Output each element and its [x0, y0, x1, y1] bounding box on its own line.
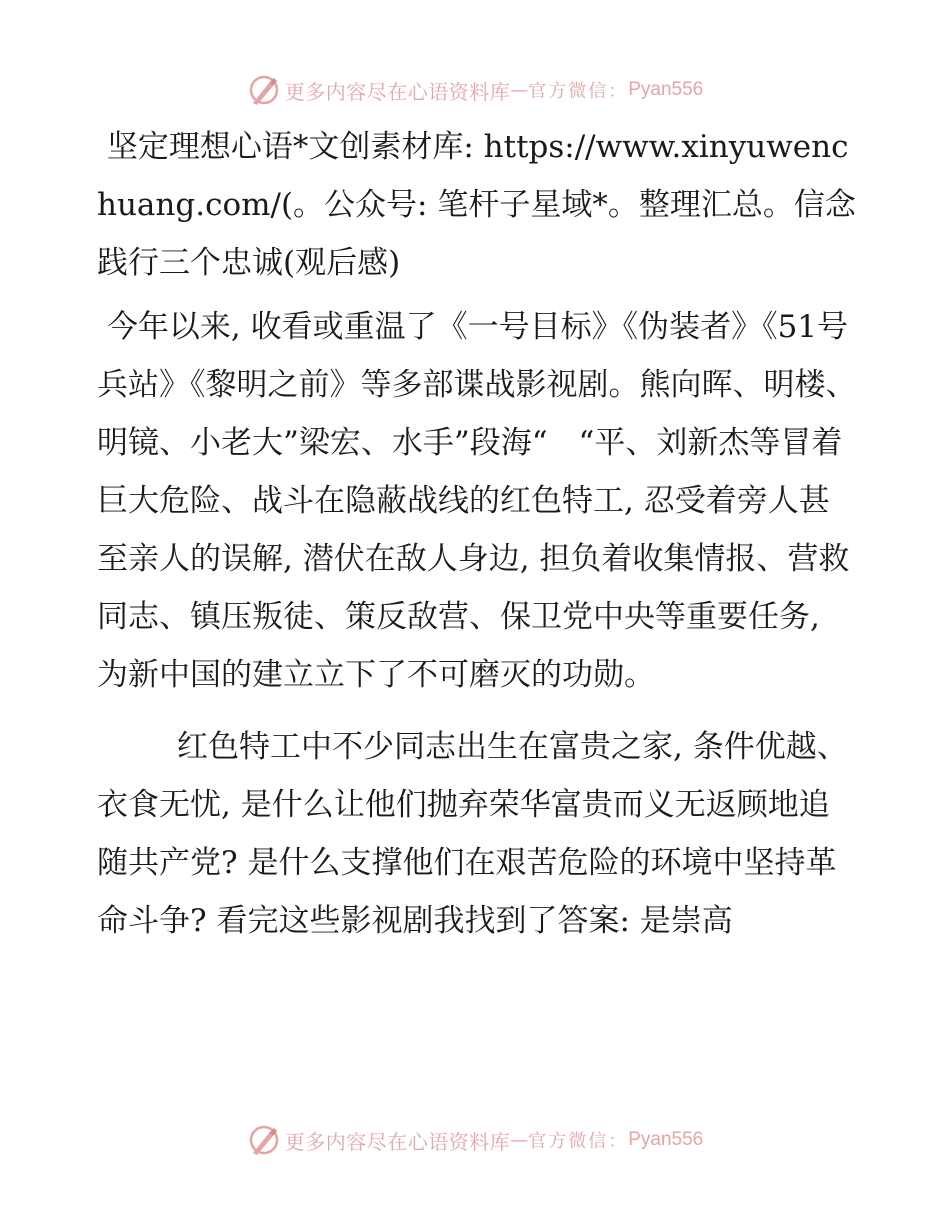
pen-logo-icon	[247, 73, 281, 107]
watermark-account-id: Pyan556	[628, 1129, 704, 1150]
pen-logo-icon	[247, 1123, 281, 1157]
watermark-wechat-label: 官方微信：	[528, 1131, 629, 1152]
intro-paragraph: 今年以来, 收看或重温了《一号目标》《伪装者》《51号兵站》《黎明之前》等多部谍战影视剧。熊向晖、明楼、明镜、小老大”梁宏、水手”段海“ “平、刘新杰等冒着巨大危险、战斗在隐蔽战线的红色特工, 忍受着旁人甚至亲人的误解, 潜伏在敌人身边, 担负着收集情报、营救同志、镇压叛徒、策反敌营、保卫党中央等重要任务, 为新中国的建立立下了不可磨灭的功勋。	[97, 309, 857, 693]
watermark-wechat-label: 官方微信：	[528, 81, 629, 102]
watermark-main-text: 更多内容尽在心语资料库	[284, 1129, 511, 1154]
watermark-separator: —	[510, 79, 529, 101]
watermark-separator: —	[510, 1129, 529, 1151]
watermark-account-id: Pyan556	[628, 79, 704, 100]
header-watermark	[0, 70, 950, 110]
title-paragraph: 坚定理想心语*文创素材库: https://www.xinyuwenchuang.com/(。公众号: 笔杆子星域*。整理汇总。信念 践行三个忠诚(观后感)	[97, 129, 866, 281]
footer-watermark	[0, 1120, 950, 1160]
watermark-main-text: 更多内容尽在心语资料库	[284, 79, 511, 104]
document-body	[97, 118, 866, 950]
body-paragraph: 红色特工中不少同志出生在富贵之家, 条件优越、衣食无忧, 是什么让他们抛弃荣华富贵而义无返顾地追随共产党? 是什么支撑他们在艰苦危险的环境中坚持革命斗争? 看完这些影视剧我找到了答案: 是崇高	[97, 729, 848, 939]
